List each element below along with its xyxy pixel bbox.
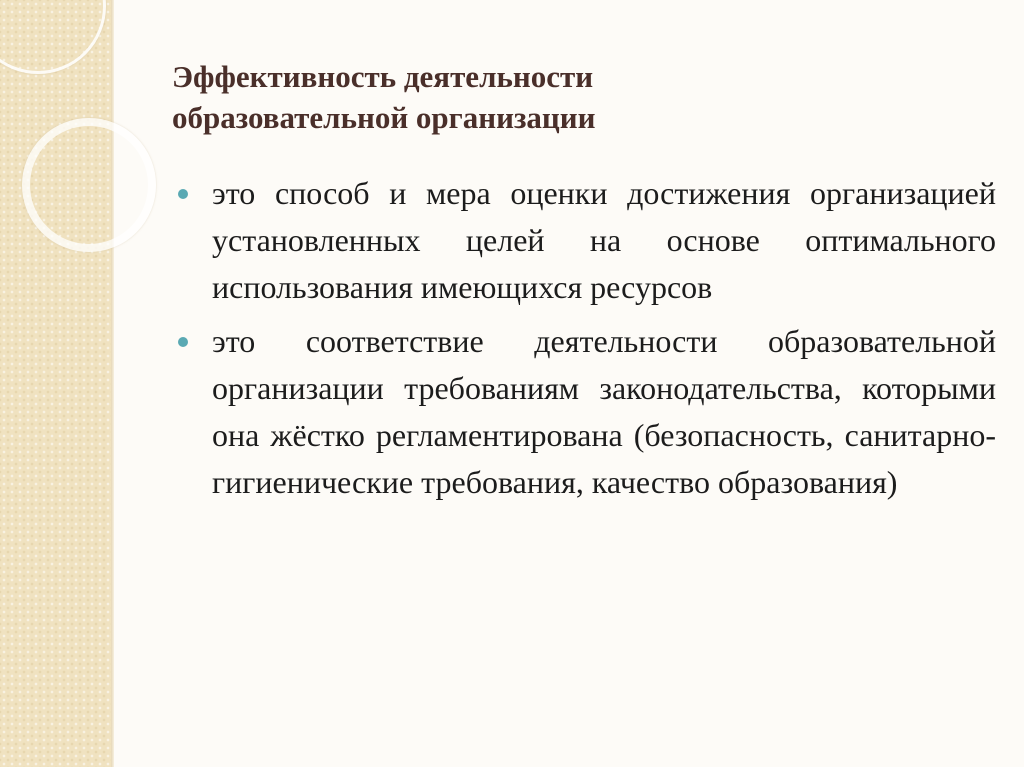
decorative-side-band (0, 0, 111, 767)
bullet-marker-icon (178, 337, 188, 347)
decorative-ring-middle (22, 118, 156, 252)
bullet-marker-icon (178, 189, 188, 199)
bullet-item (174, 170, 996, 311)
bullet-text: это соответствие деятельности образовательной организации требованиям законодательства, которыми она жёстко регламентирована (безопасность, санитарно-гигиенические требования, качество образования) (212, 323, 996, 500)
bullet-list (174, 170, 996, 513)
bullet-item (174, 318, 996, 506)
slide-title-line-1: Эффективность деятельности (172, 59, 594, 94)
bullet-text: это способ и мера оценки достижения организацией установленных целей на основе оптимального использования имеющихся ресурсов (212, 175, 996, 305)
slide-title-line-2: образовательной организации (172, 100, 596, 135)
side-band-edge (111, 0, 114, 767)
slide-title (172, 56, 952, 138)
